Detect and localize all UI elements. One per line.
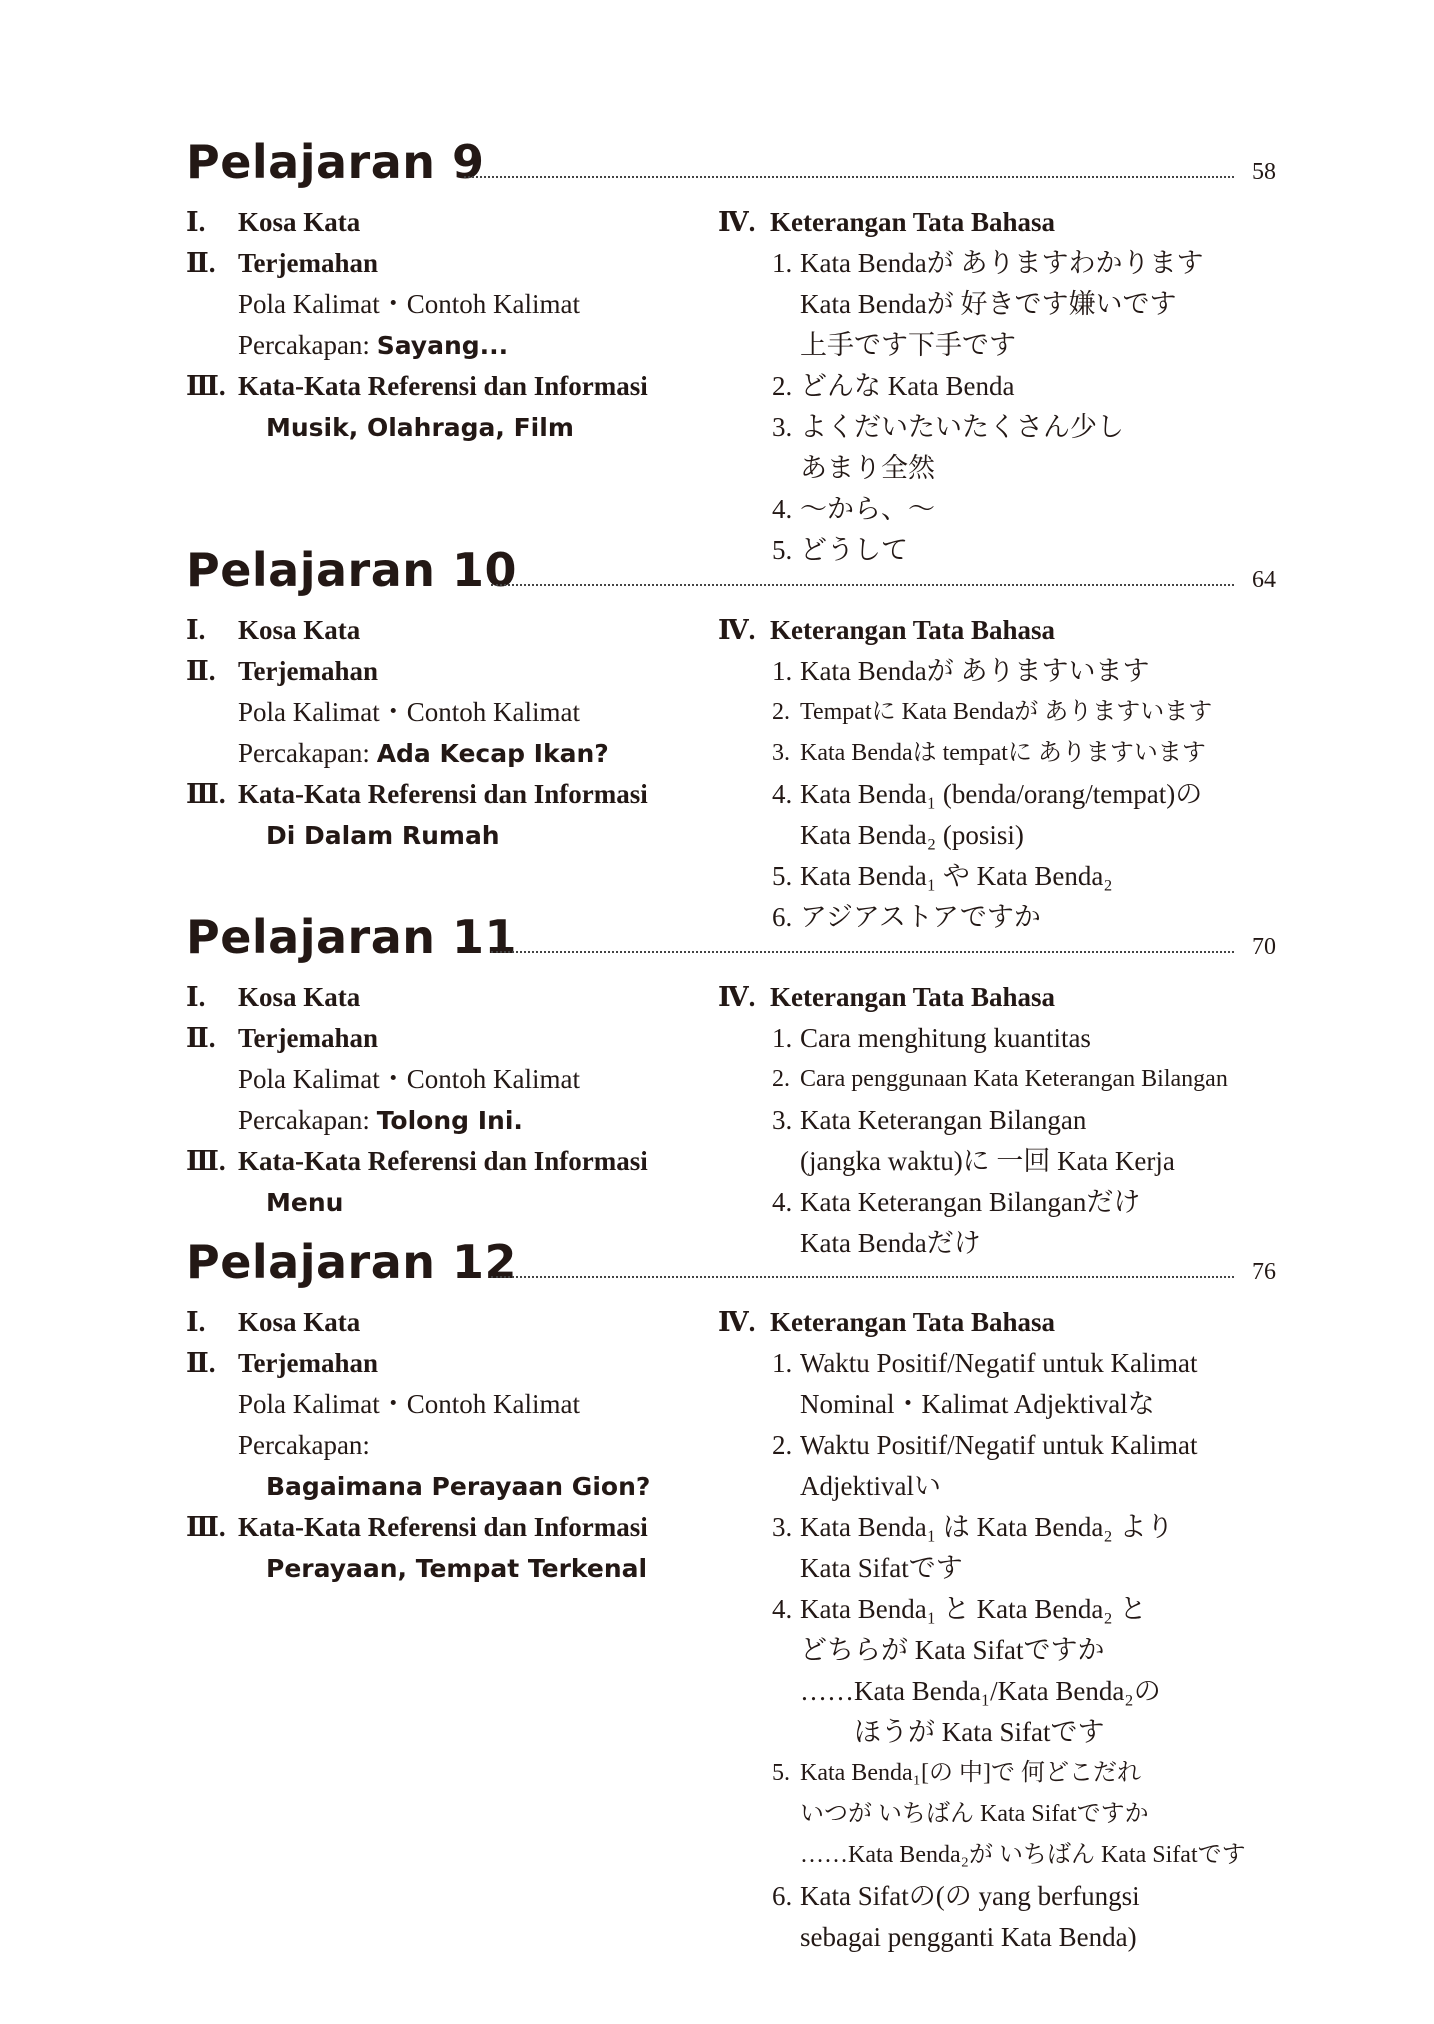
references-topic: Di Dalam Rumah	[266, 821, 500, 850]
item-sentence-patterns: Pola Kalimat・Contoh Kalimat	[238, 289, 580, 319]
grammar-point: 4. Kata Keterangan Bilanganだけ	[772, 1187, 1141, 1217]
roman-numeral: Ⅲ.	[186, 779, 226, 809]
lesson-title-row	[186, 132, 1276, 192]
grammar-point: 4. ～から、～	[772, 494, 935, 524]
roman-numeral: Ⅰ.	[186, 207, 206, 237]
roman-numeral: Ⅳ.	[718, 1307, 756, 1337]
item-translation: Ⅱ. Terjemahan	[186, 651, 706, 692]
roman-numeral: Ⅲ.	[186, 1146, 226, 1176]
roman-numeral: Ⅱ.	[186, 1023, 216, 1053]
grammar-point-cont: 上手です下手です	[800, 330, 1016, 360]
item-conversation: Percakapan: Ada Kecap Ikan?	[238, 738, 609, 768]
grammar-point: 5. どうして	[772, 535, 908, 565]
roman-numeral: Ⅲ.	[186, 1512, 226, 1542]
grammar-point-cont: ……Kata Benda₂が いちばん Kata Sifatです	[800, 1842, 1246, 1868]
lesson-title: Pelajaran 10	[186, 543, 518, 597]
grammar-point: 3. Kata Bendaは tempatに ありますいます	[772, 740, 1206, 766]
dot-leader	[464, 176, 1234, 178]
item-references: Ⅲ. Kata-Kata Referensi dan Informasi	[186, 366, 706, 407]
page-number[interactable]: 58	[1252, 159, 1276, 185]
grammar-point: 6. Kata Sifatの(の yang berfungsi	[772, 1881, 1140, 1911]
dot-leader	[491, 584, 1234, 586]
item-conversation: Percakapan: Tolong Ini.	[238, 1105, 523, 1135]
page-number[interactable]: 70	[1252, 934, 1276, 960]
grammar-point-cont: ほうが Kata Sifatです	[854, 1717, 1105, 1747]
grammar-point-cont: Nominal・Kalimat Adjektivalな	[800, 1389, 1155, 1419]
references-topic: Perayaan, Tempat Terkenal	[266, 1554, 648, 1583]
conversation-title: Bagaimana Perayaan Gion?	[266, 1472, 651, 1501]
item-vocabulary: Ⅰ. Kosa Kata	[186, 1302, 706, 1343]
grammar-point-cont: sebagai pengganti Kata Benda)	[800, 1922, 1137, 1952]
grammar-point: 2. Cara penggunaan Kata Keterangan Bilangan	[772, 1066, 1228, 1092]
lesson-title: Pelajaran 12	[186, 1235, 518, 1289]
item-translation: Ⅱ. Terjemahan	[186, 243, 706, 284]
references-topic: Menu	[266, 1188, 344, 1217]
roman-numeral: Ⅳ.	[718, 207, 756, 237]
grammar-point: 2. どんな Kata Benda	[772, 371, 1015, 401]
item-references: Ⅲ. Kata-Kata Referensi dan Informasi	[186, 1507, 706, 1548]
references-topic: Musik, Olahraga, Film	[266, 413, 574, 442]
left-column	[186, 1302, 706, 1589]
lesson-title: Pelajaran 11	[186, 910, 518, 964]
conversation-title: Ada Kecap Ikan?	[376, 739, 609, 768]
left-column	[186, 610, 706, 856]
grammar-point: 4. Kata Benda₁ と Kata Benda₂ と	[772, 1594, 1147, 1624]
roman-numeral: Ⅱ.	[186, 656, 216, 686]
right-column	[718, 610, 1298, 938]
item-grammar: Ⅳ. Keterangan Tata Bahasa	[718, 610, 1298, 651]
grammar-point-cont: Kata Benda₂ (posisi)	[800, 820, 1024, 850]
item-grammar: Ⅳ. Keterangan Tata Bahasa	[718, 202, 1298, 243]
roman-numeral: Ⅰ.	[186, 1307, 206, 1337]
roman-numeral: Ⅳ.	[718, 615, 756, 645]
item-vocabulary: Ⅰ. Kosa Kata	[186, 202, 706, 243]
right-column	[718, 202, 1298, 571]
grammar-point: 4. Kata Benda₁ (benda/orang/tempat)の	[772, 779, 1203, 809]
right-column	[718, 977, 1298, 1264]
item-sentence-patterns: Pola Kalimat・Contoh Kalimat	[238, 1064, 580, 1094]
grammar-point-cont: いつが いちばん Kata Sifatですか	[800, 1801, 1149, 1827]
grammar-point: 1. Kata Bendaが ありますいます	[772, 656, 1150, 686]
item-translation: Ⅱ. Terjemahan	[186, 1343, 706, 1384]
grammar-point-cont: Kata Sifatです	[800, 1553, 963, 1583]
roman-numeral: Ⅱ.	[186, 1348, 216, 1378]
roman-numeral: Ⅳ.	[718, 982, 756, 1012]
grammar-point-cont: (jangka waktu)に 一回 Kata Kerja	[800, 1146, 1175, 1176]
item-vocabulary: Ⅰ. Kosa Kata	[186, 610, 706, 651]
grammar-point: 5. Kata Benda₁[の 中]で 何どこだれ	[772, 1760, 1141, 1786]
item-grammar: Ⅳ. Keterangan Tata Bahasa	[718, 1302, 1298, 1343]
item-grammar: Ⅳ. Keterangan Tata Bahasa	[718, 977, 1298, 1018]
grammar-point-cont: あまり全然	[800, 453, 935, 483]
lesson-title: Pelajaran 9	[186, 135, 485, 189]
dot-leader	[491, 951, 1234, 953]
item-translation: Ⅱ. Terjemahan	[186, 1018, 706, 1059]
grammar-point: 2. Waktu Positif/Negatif untuk Kalimat	[772, 1430, 1198, 1460]
roman-numeral: Ⅲ.	[186, 371, 226, 401]
page-number[interactable]: 64	[1252, 567, 1276, 593]
conversation-title: Tolong Ini.	[376, 1106, 523, 1135]
item-conversation: Percakapan: Sayang...	[238, 330, 509, 360]
grammar-point-cont: どちらが Kata Sifatですか	[800, 1635, 1105, 1665]
left-column	[186, 977, 706, 1223]
grammar-point: 1. Cara menghitung kuantitas	[772, 1023, 1091, 1053]
lesson-title-row	[186, 1232, 1276, 1292]
roman-numeral: Ⅱ.	[186, 248, 216, 278]
grammar-point-cont: ……Kata Benda₁/Kata Benda₂の	[800, 1676, 1161, 1706]
item-references: Ⅲ. Kata-Kata Referensi dan Informasi	[186, 1141, 706, 1182]
left-column	[186, 202, 706, 448]
lesson-title-row	[186, 540, 1276, 600]
grammar-point: 1. Waktu Positif/Negatif untuk Kalimat	[772, 1348, 1198, 1378]
grammar-point: 6. アジアストアですか	[772, 902, 1041, 932]
dot-leader	[491, 1276, 1234, 1278]
roman-numeral: Ⅰ.	[186, 982, 206, 1012]
roman-numeral: Ⅰ.	[186, 615, 206, 645]
grammar-point-cont: Kata Bendaが 好きです嫌いです	[800, 289, 1177, 319]
right-column	[718, 1302, 1298, 1958]
item-references: Ⅲ. Kata-Kata Referensi dan Informasi	[186, 774, 706, 815]
grammar-point: 3. Kata Benda₁ は Kata Benda₂ より	[772, 1512, 1174, 1542]
item-sentence-patterns: Pola Kalimat・Contoh Kalimat	[238, 697, 580, 727]
grammar-point: 2. Tempatに Kata Bendaが ありますいます	[772, 699, 1213, 725]
item-vocabulary: Ⅰ. Kosa Kata	[186, 977, 706, 1018]
page-number[interactable]: 76	[1252, 1259, 1276, 1285]
grammar-point: 1. Kata Bendaが ありますわかります	[772, 248, 1204, 278]
item-sentence-patterns: Pola Kalimat・Contoh Kalimat	[238, 1389, 580, 1419]
grammar-point-cont: Kata Bendaだけ	[800, 1228, 981, 1258]
conversation-title: Sayang...	[376, 331, 509, 360]
grammar-point-cont: Adjektivalい	[800, 1471, 941, 1501]
grammar-point: 3. Kata Keterangan Bilangan	[772, 1105, 1087, 1135]
grammar-point: 5. Kata Benda₁ や Kata Benda₂	[772, 861, 1113, 891]
grammar-point: 3. よくだいたいたくさん少し	[772, 412, 1124, 442]
lesson-title-row	[186, 907, 1276, 967]
item-conversation: Percakapan:	[238, 1430, 370, 1460]
